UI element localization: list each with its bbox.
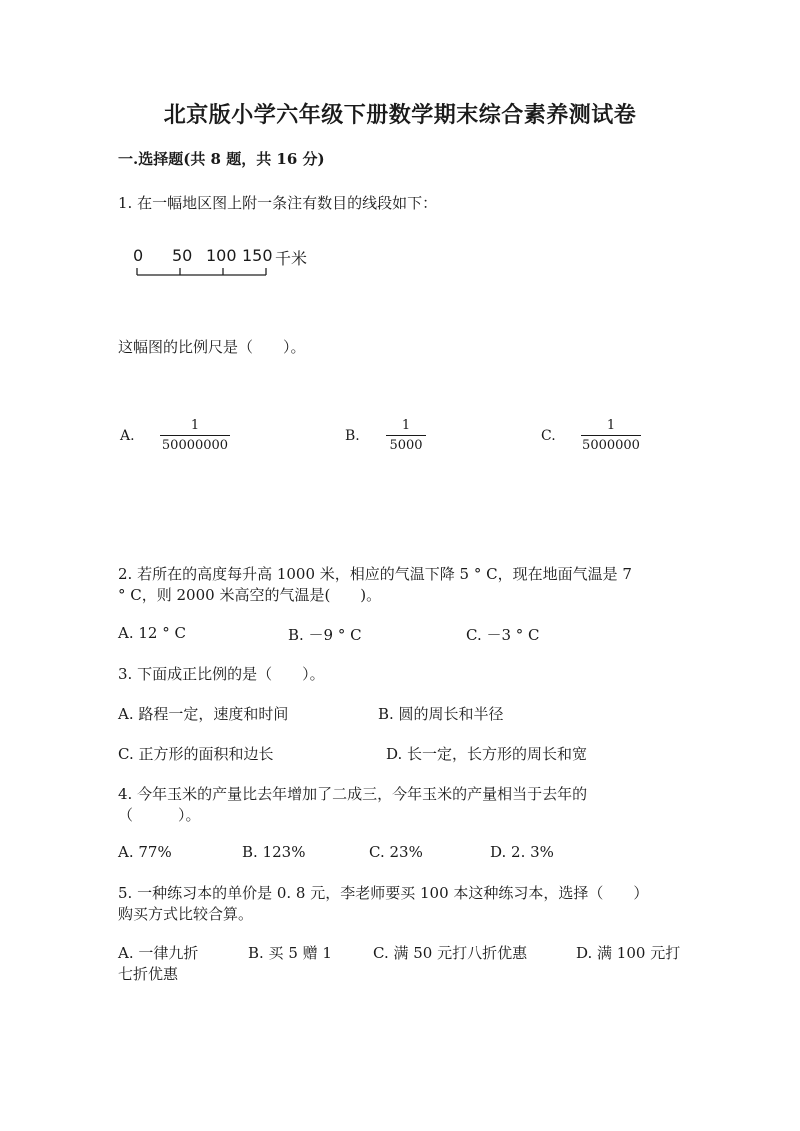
q1-option-c-fraction (581, 418, 641, 453)
q2-line2: ° C，则 2000 米高空的气温是( )。 (118, 586, 382, 604)
q4-option-c: C. 23% (369, 843, 423, 861)
fraction-numerator: 1 (401, 418, 411, 433)
q5-line2: 购买方式比较合算。 (118, 905, 254, 923)
scale-unit: 千米 (275, 249, 308, 268)
q2-line1: 2. 若所在的高度每升高 1000 米，相应的气温下降 5 ° C，现在地面气温是 7 (118, 565, 632, 583)
q1-option-a-fraction (160, 418, 230, 453)
scale-label-50: 50 (172, 246, 193, 265)
q3-option-a: A. 路程一定，速度和时间 (118, 705, 289, 723)
q1-option-c-label: C. (541, 428, 556, 444)
q2-option-c: C. －3 ° C (466, 626, 540, 644)
fraction-numerator: 1 (190, 418, 200, 433)
q5-option-c: C. 满 50 元打八折优惠 (373, 944, 528, 962)
scale-label-150: 150 (242, 246, 273, 265)
scale-label-0: 0 (133, 246, 144, 265)
fraction-numerator: 1 (606, 418, 616, 433)
q1-option-b-label: B. (345, 428, 360, 444)
fraction-denominator: 5000000 (582, 438, 640, 453)
q3-option-c: C. 正方形的面积和边长 (118, 745, 274, 763)
q2-option-b: B. －9 ° C (288, 626, 362, 644)
q4-option-d: D. 2. 3% (490, 843, 554, 861)
section-heading: 一.选择题(共 8 题，共 16 分) (118, 150, 325, 168)
q4-line2: （ ）。 (118, 806, 201, 824)
q4-option-a: A. 77% (118, 843, 172, 861)
fraction-denominator: 5000 (389, 438, 423, 453)
q1-option-b-fraction (386, 418, 426, 453)
q4-line1: 4. 今年玉米的产量比去年增加了二成三，今年玉米的产量相当于去年的 (118, 785, 588, 803)
q5-option-d: D. 满 100 元打 (576, 944, 681, 962)
q2-option-a: A. 12 ° C (118, 624, 186, 642)
q5-option-a: A. 一律九折 (118, 944, 199, 962)
q3-option-d: D. 长一定，长方形的周长和宽 (386, 745, 588, 763)
page-title: 北京版小学六年级下册数学期末综合素养测试卷 (163, 102, 637, 128)
q1-stem: 1. 在一幅地区图上附一条注有数目的线段如下： (118, 194, 438, 212)
q5-line1: 5. 一种练习本的单价是 0. 8 元，李老师要买 100 本这种练习本，选择（ ） (118, 884, 649, 902)
scale-line (130, 246, 330, 286)
scale-bar (130, 246, 330, 286)
q3-option-b: B. 圆的周长和半径 (378, 705, 504, 723)
q5-option-b: B. 买 5 赠 1 (248, 944, 332, 962)
q5-option-d-continued: 七折优惠 (118, 965, 179, 983)
scale-label-100: 100 (206, 246, 237, 265)
q1-option-a-label: A. (120, 428, 135, 444)
q3-stem: 3. 下面成正比例的是（ ）。 (118, 665, 325, 683)
q1-question: 这幅图的比例尺是（ ）。 (118, 338, 306, 356)
fraction-denominator: 50000000 (161, 438, 229, 453)
q4-option-b: B. 123% (242, 843, 306, 861)
